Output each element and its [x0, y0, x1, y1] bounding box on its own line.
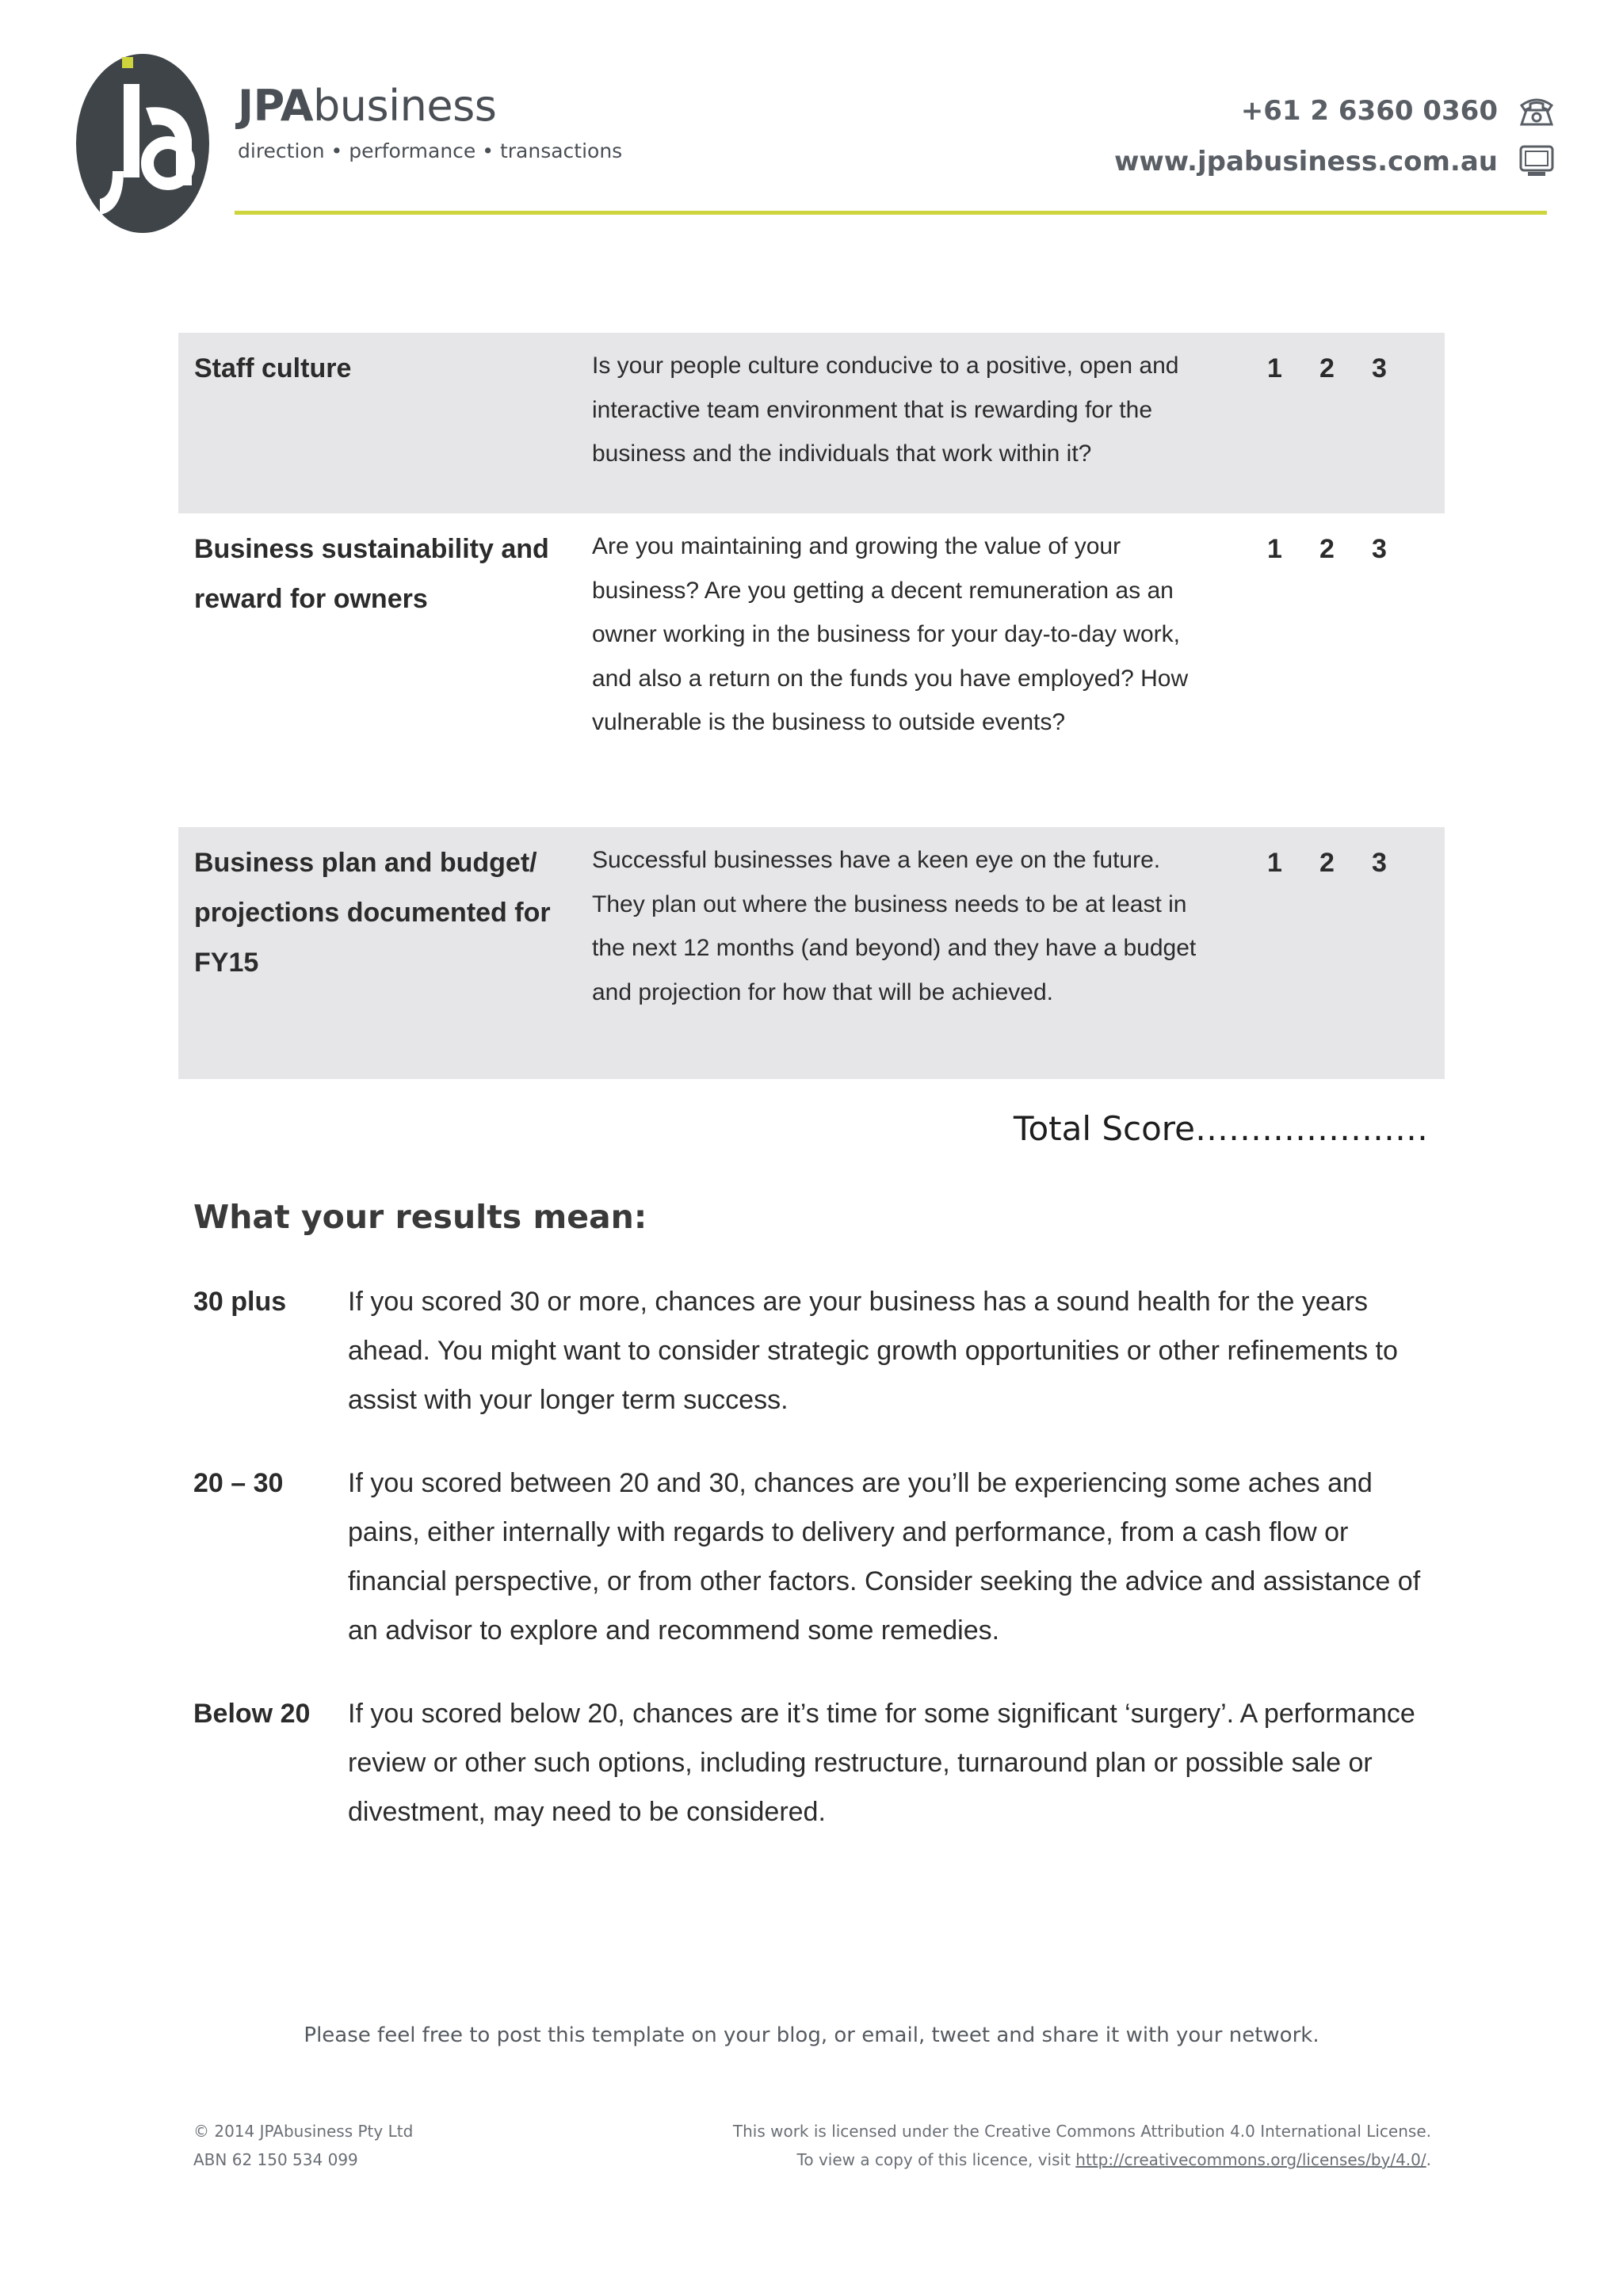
question-title: Staff culture [194, 353, 352, 383]
brand-tagline: direction • performance • transactions [238, 139, 623, 162]
contact-block [1114, 86, 1556, 187]
score-option-2[interactable]: 2 [1319, 848, 1335, 878]
score-option-1[interactable]: 1 [1267, 534, 1282, 564]
website-row [1114, 136, 1556, 187]
abn-text: ABN 62 150 534 099 [193, 2150, 358, 2169]
results-list [193, 1277, 1438, 1871]
telephone-icon [1517, 93, 1556, 129]
table-row [178, 513, 1445, 827]
letterhead [0, 0, 1623, 230]
score-option-2[interactable]: 2 [1319, 534, 1335, 564]
result-item [193, 1689, 1438, 1836]
score-option-2[interactable]: 2 [1319, 353, 1335, 383]
total-score-field[interactable]: Total Score………………… [1013, 1109, 1428, 1148]
header-divider [235, 211, 1547, 215]
logo-mark-text: JPAbusiness [97, 101, 111, 171]
table-row [178, 827, 1445, 1079]
copyright-text: © 2014 JPAbusiness Pty Ltd [193, 2122, 414, 2141]
score-options [1202, 838, 1445, 1079]
result-text: If you scored below 20, chances are it’s time for some significant ‘surgery’. A performance review or other such options, including restructure, turnaround plan or possible sale or divestment, may need to be considered. [348, 1699, 1415, 1827]
question-description: Successful businesses have a keen eye on the future. They plan out where the business needs to be at least in the next 12 months (and beyond) and they have a budget and projection for how that will be achieved. [592, 847, 1197, 1005]
license-link[interactable]: http://creativecommons.org/licenses/by/4.0/ [1075, 2150, 1426, 2169]
result-range: Below 20 [193, 1699, 311, 1729]
brand-block [238, 82, 622, 165]
result-text: If you scored between 20 and 30, chances are you’ll be experiencing some aches and pains, either internally with regards to delivery and performance, from a cash flow or financial perspective, or from other factors. Consider seeking the advice and assistance of an advisor to explore and recommend some remedies. [348, 1468, 1421, 1646]
table-row [178, 333, 1445, 513]
license-text: This work is licensed under the Creative Commons Attribution 4.0 International License. [732, 2122, 1431, 2141]
footer-company [193, 2117, 413, 2174]
phone-row [1114, 86, 1556, 136]
score-option-3[interactable]: 3 [1372, 353, 1387, 383]
question-description: Are you maintaining and growing the value of your business? Are you getting a decent remuneration as an owner working in the business for your day-to-day work, and also a return on the funds you have employed? How vulnerable is the business to outside events? [592, 533, 1189, 735]
monitor-icon [1517, 143, 1556, 180]
question-table [178, 333, 1445, 1079]
score-option-3[interactable]: 3 [1372, 534, 1387, 564]
phone-number: +61 2 6360 0360 [1240, 95, 1498, 127]
score-option-3[interactable]: 3 [1372, 848, 1387, 878]
score-option-1[interactable]: 1 [1267, 353, 1282, 383]
result-range: 20 – 30 [193, 1468, 284, 1498]
website-url[interactable]: www.jpabusiness.com.au [1113, 146, 1498, 177]
result-text: If you scored 30 or more, chances are your business has a sound health for the years ahead. You might want to consider strategic growth opportunities or other refinements to assist with your longer term success. [348, 1287, 1398, 1415]
score-options [1202, 524, 1445, 827]
result-item [193, 1459, 1438, 1655]
share-note: Please feel free to post this template on your blog, or email, tweet and share it with your network. [304, 2023, 1319, 2047]
brand-name: JPAbusiness [238, 81, 497, 131]
question-title: Business plan and budget/ projections documented for FY15 [194, 848, 551, 978]
results-heading: What your results mean: [193, 1198, 647, 1236]
score-option-1[interactable]: 1 [1267, 848, 1282, 878]
result-item [193, 1277, 1438, 1425]
logo-mark-icon [76, 52, 209, 235]
footer-license [733, 2117, 1431, 2174]
question-title: Business sustainability and reward for owners [194, 534, 549, 614]
score-options [1202, 344, 1445, 513]
result-range: 30 plus [193, 1287, 287, 1317]
question-description: Is your people culture conducive to a positive, open and interactive team environment that is rewarding for the business and the individuals that work within it? [592, 353, 1179, 467]
license-link-line: To view a copy of this licence, visit http://creativecommons.org/licenses/by/4.0/. [796, 2150, 1431, 2169]
